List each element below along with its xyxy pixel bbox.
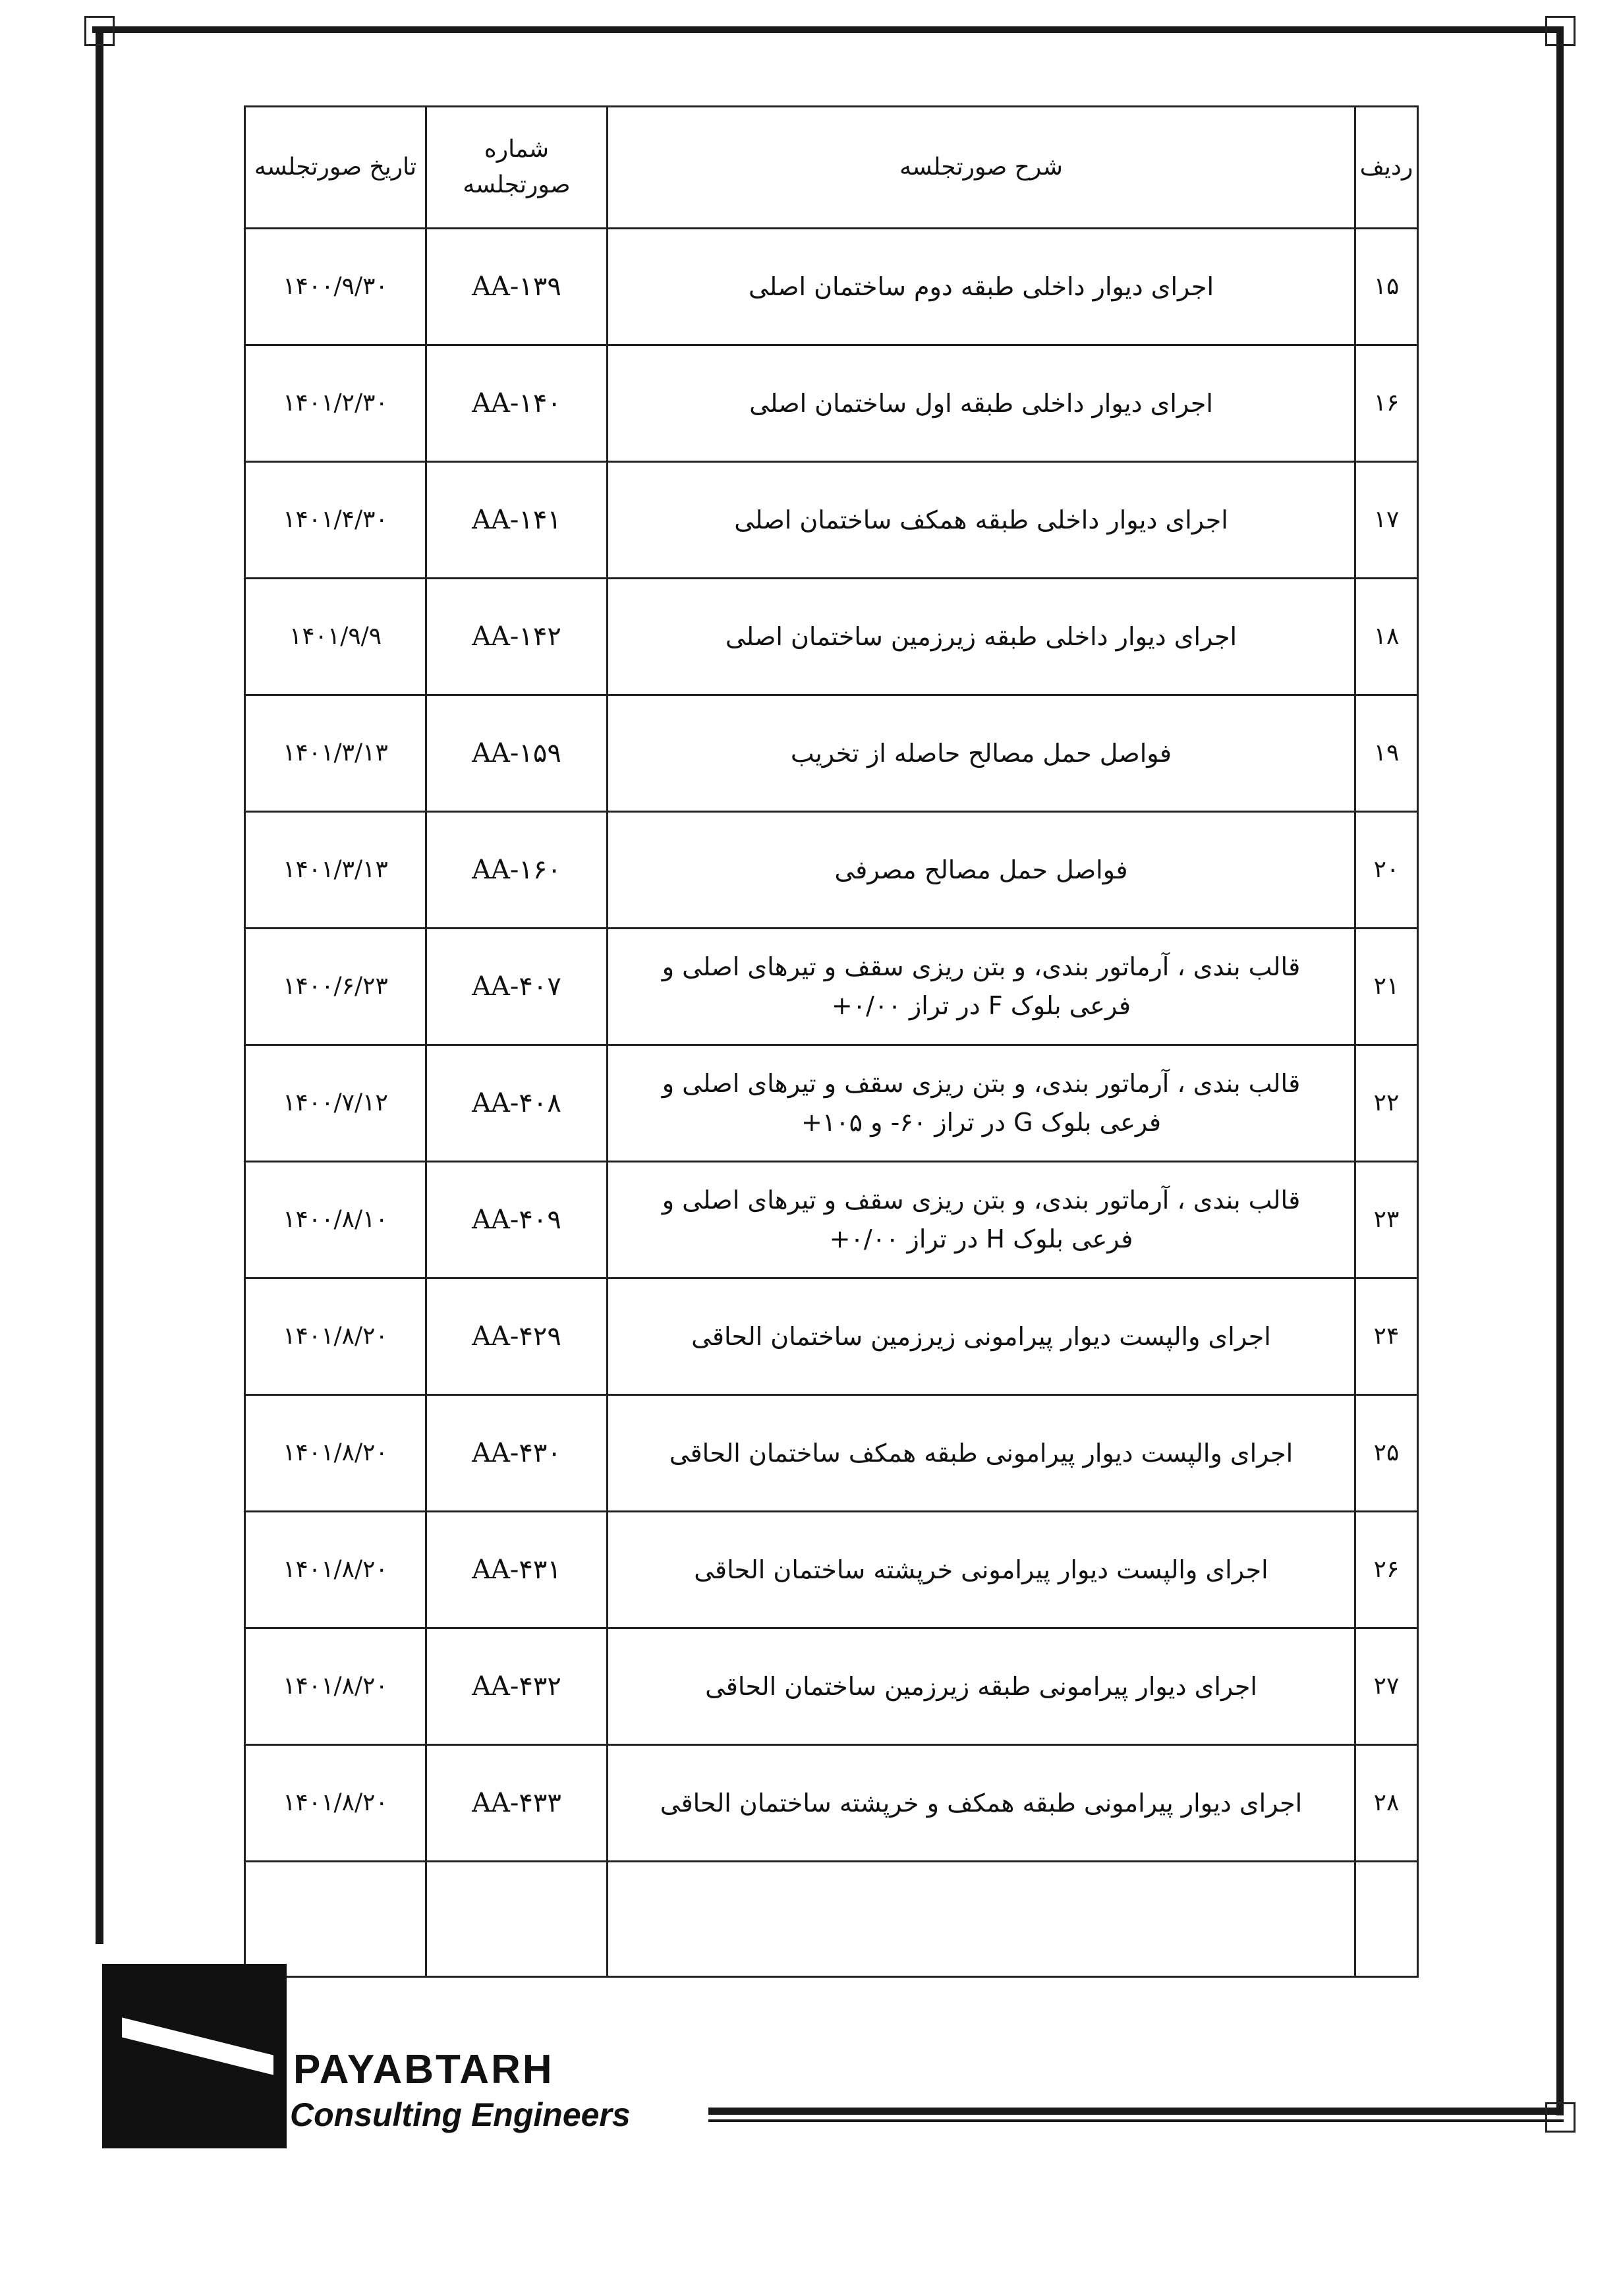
table-row — [245, 1745, 1418, 1862]
company-name: PAYABTARH — [293, 2047, 554, 2092]
page-border-left — [96, 26, 103, 1944]
header-description: شرح صورتجلسه — [608, 107, 1355, 229]
minutes-table — [244, 105, 1419, 1978]
row-description: اجرای والپست دیوار پیرامونی خرپشته ساختمان الحاقی — [608, 1512, 1355, 1628]
table-row — [245, 695, 1418, 812]
table-row — [245, 462, 1418, 579]
table-row — [245, 1395, 1418, 1512]
row-date: ۱۴۰۱/۴/۳۰ — [245, 462, 426, 579]
table-row — [245, 345, 1418, 462]
row-number: ۱۹ — [1355, 695, 1418, 812]
row-description: اجرای دیوار پیرامونی طبقه زیرزمین ساختمان الحاقی — [608, 1628, 1355, 1745]
table-header-row — [245, 107, 1418, 229]
row-description: اجرای دیوار داخلی طبقه زیرزمین ساختمان اصلی — [608, 579, 1355, 695]
company-logo — [102, 1964, 287, 2148]
corner-mark-top-left — [84, 16, 115, 46]
row-description: قالب بندی ، آرماتور بندی، و بتن ریزی سقف و تیرهای اصلی و فرعی بلوک F در تراز ۰/۰۰+ — [608, 929, 1355, 1045]
row-date: ۱۴۰۰/۶/۲۳ — [245, 929, 426, 1045]
row-date: ۱۴۰۰/۷/۱۲ — [245, 1045, 426, 1162]
row-date: ۱۴۰۱/۹/۹ — [245, 579, 426, 695]
row-description: اجرای والپست دیوار پیرامونی زیرزمین ساختمان الحاقی — [608, 1278, 1355, 1395]
table-row — [245, 1045, 1418, 1162]
table-row — [245, 1628, 1418, 1745]
corner-mark-top-right — [1545, 16, 1576, 46]
table-row-empty — [245, 1862, 1418, 1977]
row-code: AA-۱۴۲ — [426, 579, 608, 695]
empty-cell — [608, 1862, 1355, 1977]
row-code: AA-۴۳۰ — [426, 1395, 608, 1512]
row-code: AA-۴۰۹ — [426, 1162, 608, 1278]
table-row — [245, 1162, 1418, 1278]
row-number: ۲۲ — [1355, 1045, 1418, 1162]
row-number: ۱۷ — [1355, 462, 1418, 579]
table-row — [245, 1278, 1418, 1395]
row-date: ۱۴۰۱/۳/۱۳ — [245, 695, 426, 812]
table-row — [245, 812, 1418, 929]
row-number: ۱۶ — [1355, 345, 1418, 462]
row-description: قالب بندی ، آرماتور بندی، و بتن ریزی سقف و تیرهای اصلی و فرعی بلوک H در تراز ۰/۰۰+ — [608, 1162, 1355, 1278]
row-number: ۲۸ — [1355, 1745, 1418, 1862]
empty-cell — [1355, 1862, 1418, 1977]
row-code: AA-۴۰۸ — [426, 1045, 608, 1162]
table-row — [245, 579, 1418, 695]
corner-mark-bottom-right — [1545, 2102, 1576, 2133]
row-code: AA-۱۶۰ — [426, 812, 608, 929]
row-description: اجرای والپست دیوار پیرامونی طبقه همکف ساختمان الحاقی — [608, 1395, 1355, 1512]
row-description: اجرای دیوار داخلی طبقه دوم ساختمان اصلی — [608, 229, 1355, 345]
header-radif: ردیف — [1355, 107, 1418, 229]
row-number: ۲۳ — [1355, 1162, 1418, 1278]
row-description: اجرای دیوار داخلی طبقه اول ساختمان اصلی — [608, 345, 1355, 462]
page-border-bottom-thin — [708, 2119, 1564, 2122]
row-date: ۱۴۰۰/۸/۱۰ — [245, 1162, 426, 1278]
row-code: AA-۴۲۹ — [426, 1278, 608, 1395]
row-code: AA-۱۳۹ — [426, 229, 608, 345]
row-code: AA-۴۳۱ — [426, 1512, 608, 1628]
row-number: ۲۷ — [1355, 1628, 1418, 1745]
table-row — [245, 229, 1418, 345]
row-description: فواصل حمل مصالح مصرفی — [608, 812, 1355, 929]
row-number: ۱۵ — [1355, 229, 1418, 345]
row-code: AA-۱۴۰ — [426, 345, 608, 462]
row-number: ۲۴ — [1355, 1278, 1418, 1395]
row-code: AA-۴۳۲ — [426, 1628, 608, 1745]
table-row — [245, 929, 1418, 1045]
row-description: اجرای دیوار پیرامونی طبقه همکف و خرپشته ساختمان الحاقی — [608, 1745, 1355, 1862]
row-date: ۱۴۰۱/۳/۱۳ — [245, 812, 426, 929]
page-border-top — [92, 26, 1562, 33]
table-row — [245, 1512, 1418, 1628]
row-description: قالب بندی ، آرماتور بندی، و بتن ریزی سقف و تیرهای اصلی و فرعی بلوک G در تراز ۶۰- و ۱۰۵+ — [608, 1045, 1355, 1162]
row-date: ۱۴۰۰/۹/۳۰ — [245, 229, 426, 345]
row-date: ۱۴۰۱/۲/۳۰ — [245, 345, 426, 462]
row-description: فواصل حمل مصالح حاصله از تخریب — [608, 695, 1355, 812]
row-number: ۲۱ — [1355, 929, 1418, 1045]
header-minutes-date: تاریخ صورتجلسه — [245, 107, 426, 229]
row-code: AA-۱۴۱ — [426, 462, 608, 579]
page-border-right — [1556, 26, 1564, 2115]
row-date: ۱۴۰۱/۸/۲۰ — [245, 1278, 426, 1395]
page-border-bottom — [708, 2108, 1564, 2115]
logo-stripe — [122, 2017, 273, 2075]
row-number: ۲۵ — [1355, 1395, 1418, 1512]
header-minutes-number: شماره صورتجلسه — [426, 107, 608, 229]
row-date: ۱۴۰۱/۸/۲۰ — [245, 1745, 426, 1862]
row-number: ۲۰ — [1355, 812, 1418, 929]
row-code: AA-۱۵۹ — [426, 695, 608, 812]
row-code: AA-۴۰۷ — [426, 929, 608, 1045]
row-date: ۱۴۰۱/۸/۲۰ — [245, 1512, 426, 1628]
row-description: اجرای دیوار داخلی طبقه همکف ساختمان اصلی — [608, 462, 1355, 579]
row-date: ۱۴۰۱/۸/۲۰ — [245, 1628, 426, 1745]
company-tagline: Consulting Engineers — [290, 2096, 631, 2133]
row-number: ۲۶ — [1355, 1512, 1418, 1628]
row-code: AA-۴۳۳ — [426, 1745, 608, 1862]
empty-cell — [245, 1862, 426, 1977]
row-date: ۱۴۰۱/۸/۲۰ — [245, 1395, 426, 1512]
row-number: ۱۸ — [1355, 579, 1418, 695]
empty-cell — [426, 1862, 608, 1977]
